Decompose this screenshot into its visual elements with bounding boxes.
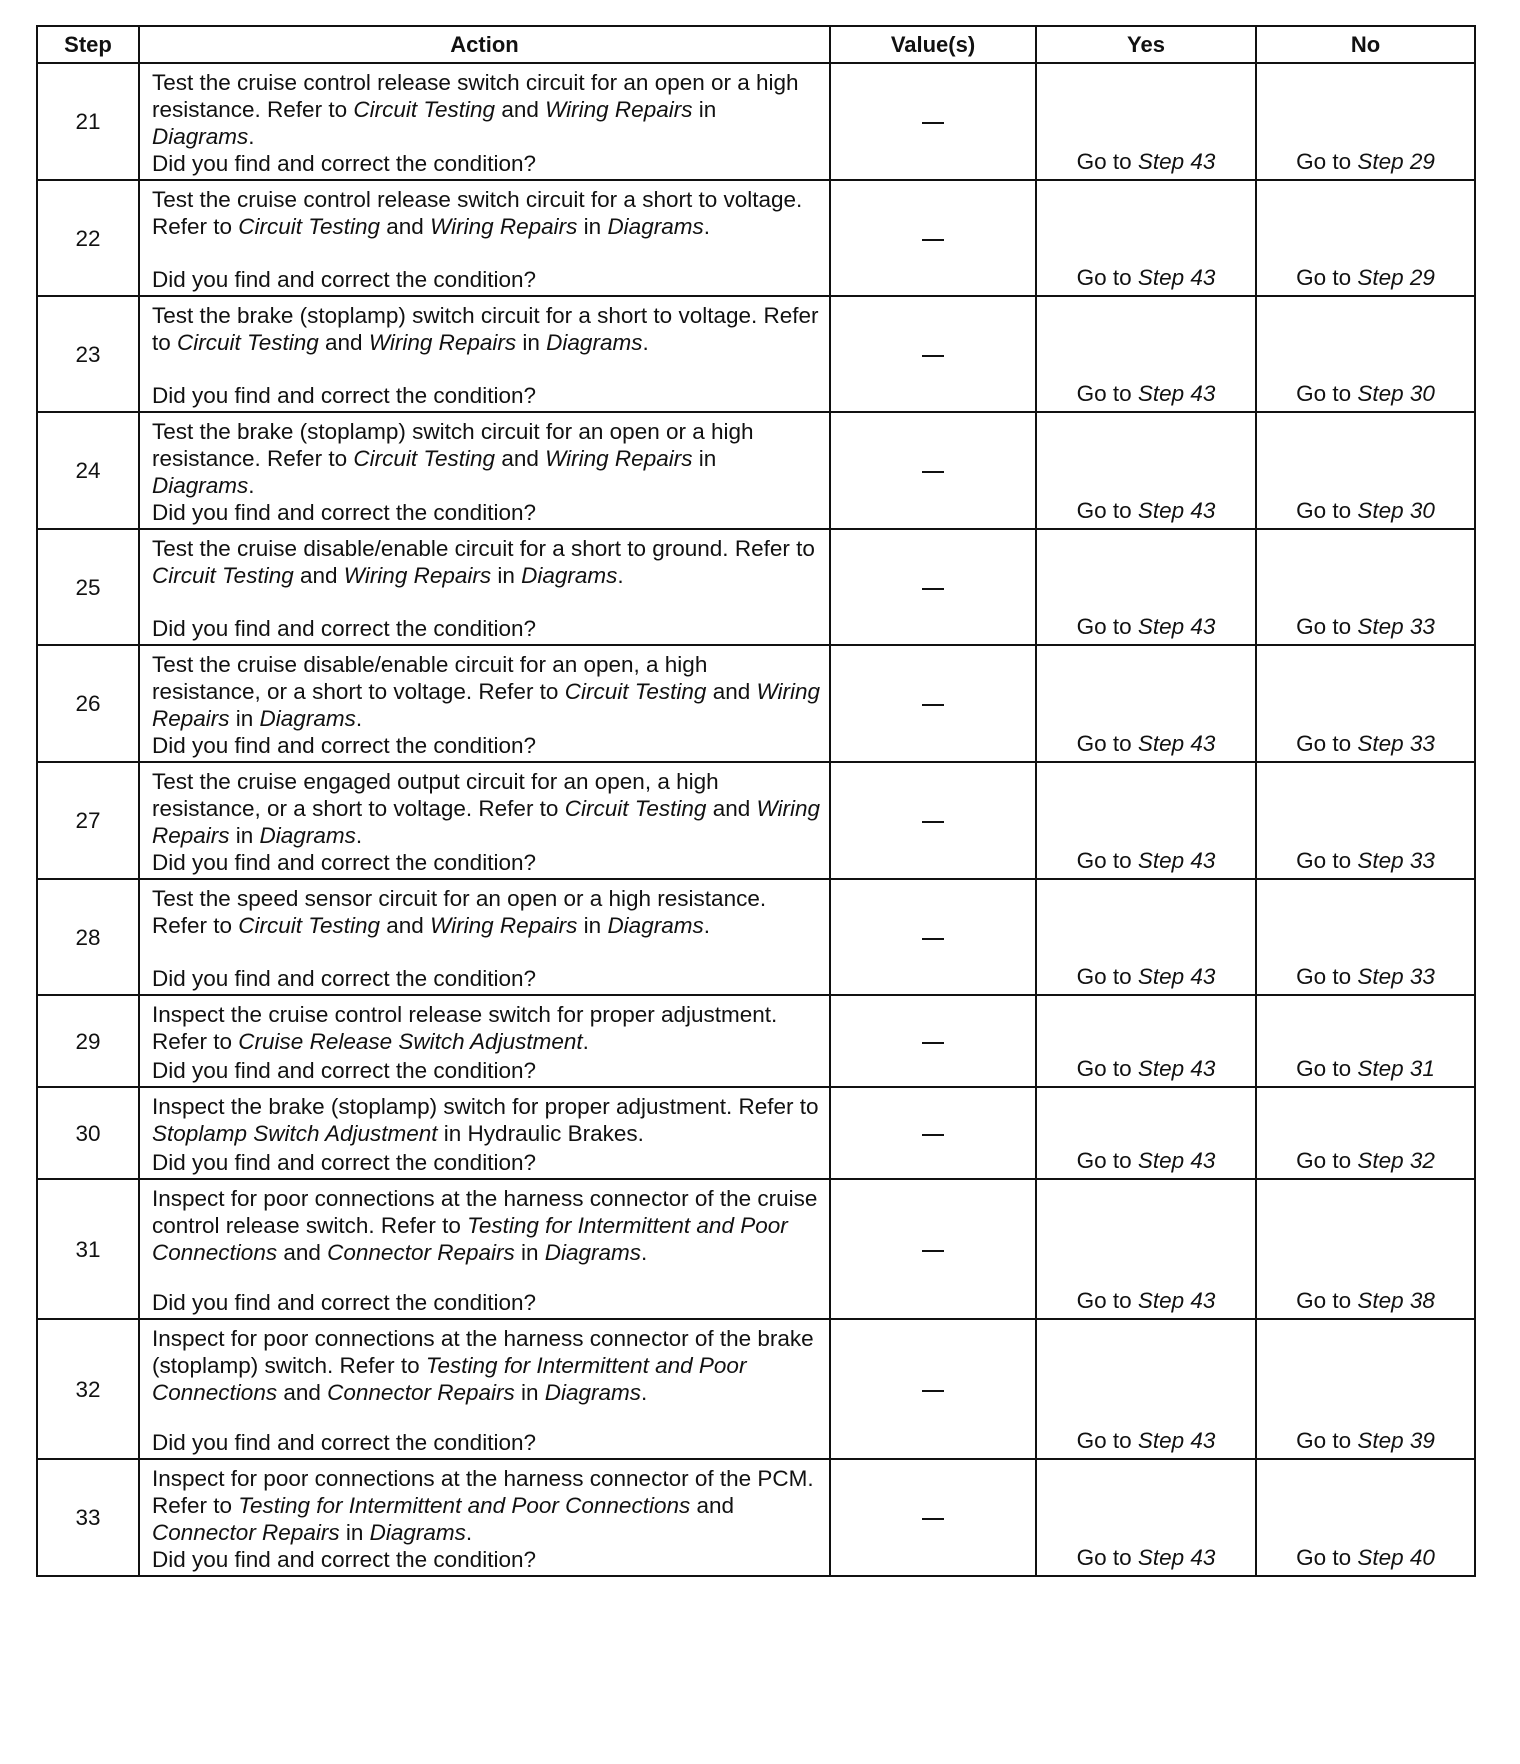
action-text: Inspect for poor connections at the harness connector of the brake (stoplamp) switch. Refer to (152, 1326, 814, 1378)
action-text: in (229, 823, 260, 848)
reference-link-text: Diagrams (607, 913, 704, 938)
table-row (37, 762, 1475, 879)
action-content (152, 1465, 821, 1573)
yes-goto-prefix: Go to (1076, 1288, 1138, 1313)
no-goto-step[interactable]: Step 40 (1357, 1545, 1435, 1570)
action-content (152, 1325, 821, 1456)
no-goto-step[interactable]: Step 33 (1357, 848, 1435, 873)
reference-link-text: Circuit Testing (353, 446, 496, 471)
reference-link-text: Circuit Testing (177, 330, 319, 355)
yes-goto-step[interactable]: Step 43 (1137, 498, 1216, 523)
action-content (152, 535, 821, 642)
yes-cell (1036, 1459, 1256, 1576)
action-text: and (318, 330, 369, 355)
action-text: . (641, 1240, 648, 1265)
action-text: Inspect for poor connections at the harness connector of the cruise control release switch. Refer to (152, 1186, 818, 1238)
table-row (37, 1459, 1475, 1576)
em-dash-glyph (922, 122, 944, 124)
yes-goto-step[interactable]: Step 43 (1137, 1545, 1216, 1570)
step-number: 28 (37, 879, 139, 995)
action-text: in (577, 913, 608, 938)
no-goto-step[interactable]: Step 30 (1357, 381, 1435, 406)
action-question: Did you find and correct the condition? (152, 616, 536, 641)
action-cell (139, 995, 830, 1087)
no-goto-prefix: Go to (1296, 381, 1358, 406)
table-row (37, 412, 1475, 529)
yes-cell (1036, 1087, 1256, 1179)
action-cell (139, 412, 830, 529)
no-cell (1256, 1319, 1475, 1459)
em-dash-glyph (922, 471, 944, 473)
step-number: 26 (37, 645, 139, 762)
reference-link-text: Diagrams (152, 473, 249, 498)
action-text: . (355, 823, 363, 848)
no-cell (1256, 879, 1475, 995)
em-dash-glyph (922, 1134, 944, 1136)
action-text: . (248, 473, 255, 498)
no-goto-prefix: Go to (1296, 1545, 1358, 1570)
action-cell (139, 1087, 830, 1179)
action-text: and (706, 796, 757, 821)
reference-link-text: Circuit Testing (564, 796, 707, 821)
action-question: Did you find and correct the condition? (152, 267, 536, 292)
no-goto-step[interactable]: Step 29 (1357, 149, 1435, 174)
action-content (152, 1001, 821, 1084)
action-text: Inspect the brake (stoplamp) switch for proper adjustment. Refer to (152, 1094, 819, 1119)
no-cell (1256, 1459, 1475, 1576)
action-content (152, 885, 821, 992)
action-description (152, 1185, 821, 1289)
header-action: Action (139, 26, 830, 63)
em-dash-glyph (922, 239, 944, 241)
table-row (37, 529, 1475, 645)
reference-link-text: Circuit Testing (238, 913, 381, 938)
no-goto-step[interactable]: Step 39 (1357, 1428, 1435, 1453)
value-cell (830, 296, 1036, 412)
header-no: No (1256, 26, 1475, 63)
action-cell (139, 1179, 830, 1319)
action-text: in (514, 1380, 545, 1405)
action-question: Did you find and correct the condition? (152, 1150, 536, 1175)
table-row (37, 879, 1475, 995)
yes-goto-prefix: Go to (1076, 1056, 1138, 1081)
yes-goto-step[interactable]: Step 43 (1137, 1428, 1216, 1453)
reference-link-text: Diagrams (521, 563, 618, 588)
value-cell (830, 529, 1036, 645)
no-goto-step[interactable]: Step 31 (1357, 1056, 1435, 1081)
table-row (37, 645, 1475, 762)
no-cell (1256, 296, 1475, 412)
reference-link-text: Diagrams (544, 1240, 642, 1265)
yes-goto-prefix: Go to (1076, 848, 1138, 873)
action-text: in (692, 446, 717, 471)
action-description (152, 418, 821, 499)
step-number: 29 (37, 995, 139, 1087)
no-cell (1256, 645, 1475, 762)
no-goto-step[interactable]: Step 38 (1357, 1288, 1435, 1313)
yes-cell (1036, 995, 1256, 1087)
action-text: Inspect the cruise control release switch for proper adjustment. Refer to (152, 1002, 778, 1054)
yes-goto-step[interactable]: Step 43 (1137, 964, 1216, 989)
yes-goto-step[interactable]: Step 43 (1137, 1148, 1216, 1173)
action-content (152, 1093, 821, 1176)
no-goto-step[interactable]: Step 30 (1357, 498, 1435, 523)
reference-link-text: Wiring Repairs (430, 214, 578, 239)
no-cell (1256, 180, 1475, 296)
action-text: and (495, 97, 546, 122)
reference-link-text: Connector Repairs (327, 1380, 515, 1405)
no-goto-prefix: Go to (1296, 731, 1358, 756)
reference-link-text: Connector Repairs (327, 1240, 515, 1265)
yes-goto-step[interactable]: Step 43 (1137, 265, 1216, 290)
action-text: Test the cruise disable/enable circuit for an open, a high resistance, or a short to voltage. Refer to (152, 652, 708, 704)
action-text: and (690, 1493, 735, 1518)
action-content (152, 768, 821, 876)
table-row (37, 1179, 1475, 1319)
em-dash-glyph (922, 704, 944, 706)
action-description (152, 1001, 821, 1057)
no-goto-prefix: Go to (1296, 149, 1358, 174)
action-text: and (380, 913, 431, 938)
reference-link-text: Diagrams (544, 1380, 642, 1405)
reference-link-text: Testing for Intermittent and Poor Connections (152, 1353, 747, 1405)
action-cell (139, 1459, 830, 1576)
no-goto-prefix: Go to (1296, 265, 1358, 290)
header-values: Value(s) (830, 26, 1036, 63)
no-goto-step[interactable]: Step 33 (1357, 731, 1435, 756)
no-goto-prefix: Go to (1296, 614, 1358, 639)
action-cell (139, 879, 830, 995)
action-text: and (495, 446, 546, 471)
no-goto-step[interactable]: Step 33 (1357, 614, 1435, 639)
step-number: 27 (37, 762, 139, 879)
action-description (152, 885, 821, 965)
table-row (37, 995, 1475, 1087)
table-row (37, 1087, 1475, 1179)
step-number: 25 (37, 529, 139, 645)
action-text: . (642, 330, 649, 355)
table-header-row (37, 26, 1475, 63)
yes-goto-step[interactable]: Step 43 (1137, 731, 1216, 756)
diagnostic-table (36, 25, 1476, 1577)
action-cell (139, 63, 830, 180)
action-question: Did you find and correct the condition? (152, 500, 536, 525)
action-text: Test the brake (stoplamp) switch circuit for a short to voltage. Refer to (152, 303, 819, 355)
reference-link-text: Diagrams (546, 330, 643, 355)
action-text: . (703, 913, 710, 938)
yes-goto-prefix: Go to (1076, 964, 1138, 989)
reference-link-text: Wiring Repairs (545, 446, 693, 471)
action-cell (139, 762, 830, 879)
action-description (152, 1325, 821, 1429)
action-question: Did you find and correct the condition? (152, 850, 536, 875)
action-text: . (355, 706, 363, 731)
header-yes: Yes (1036, 26, 1256, 63)
reference-link-text: Diagrams (607, 214, 704, 239)
action-cell (139, 529, 830, 645)
action-question: Did you find and correct the condition? (152, 1430, 536, 1455)
no-cell (1256, 63, 1475, 180)
yes-goto-prefix: Go to (1076, 1148, 1138, 1173)
action-text: . (248, 124, 255, 149)
yes-goto-step[interactable]: Step 43 (1137, 381, 1216, 406)
action-question: Did you find and correct the condition? (152, 733, 536, 758)
action-cell (139, 296, 830, 412)
yes-cell (1036, 1319, 1256, 1459)
yes-goto-prefix: Go to (1076, 1428, 1138, 1453)
yes-goto-prefix: Go to (1076, 149, 1138, 174)
action-content (152, 1185, 821, 1316)
step-number: 24 (37, 412, 139, 529)
em-dash-glyph (922, 1390, 944, 1392)
value-cell (830, 995, 1036, 1087)
action-text: . (465, 1520, 473, 1545)
action-text: Test the cruise disable/enable circuit for a short to ground. Refer to (152, 536, 815, 561)
action-text: and (706, 679, 757, 704)
step-number: 21 (37, 63, 139, 180)
action-cell (139, 645, 830, 762)
em-dash-glyph (922, 938, 944, 940)
table-row (37, 63, 1475, 180)
action-description (152, 1465, 821, 1546)
action-content (152, 651, 821, 759)
action-text: in (516, 330, 547, 355)
value-cell (830, 1087, 1036, 1179)
step-number: 31 (37, 1179, 139, 1319)
action-text: Test the speed sensor circuit for an open or a high resistance. Refer to (152, 886, 767, 938)
reference-link-text: Wiring Repairs (152, 679, 821, 731)
reference-link-text: Diagrams (259, 706, 356, 731)
action-description (152, 302, 821, 382)
yes-goto-step[interactable]: Step 43 (1137, 149, 1216, 174)
table-row (37, 296, 1475, 412)
table-body (37, 63, 1475, 1576)
action-question: Did you find and correct the condition? (152, 151, 536, 176)
no-cell (1256, 762, 1475, 879)
action-question: Did you find and correct the condition? (152, 1290, 536, 1315)
action-description (152, 69, 821, 150)
action-text: and (277, 1380, 328, 1405)
reference-link-text: Wiring Repairs (152, 796, 821, 848)
yes-goto-step[interactable]: Step 43 (1137, 1056, 1216, 1081)
no-goto-prefix: Go to (1296, 498, 1358, 523)
action-content (152, 302, 821, 409)
em-dash-glyph (922, 1518, 944, 1520)
no-cell (1256, 995, 1475, 1087)
reference-link-text: Diagrams (369, 1520, 466, 1545)
no-goto-step[interactable]: Step 33 (1357, 964, 1435, 989)
action-text: . (617, 563, 624, 588)
action-question: Did you find and correct the condition? (152, 1058, 536, 1083)
yes-cell (1036, 762, 1256, 879)
value-cell (830, 1179, 1036, 1319)
value-cell (830, 762, 1036, 879)
reference-link-text: Testing for Intermittent and Poor Connections (238, 1493, 691, 1518)
value-cell (830, 645, 1036, 762)
action-description (152, 651, 821, 732)
action-text: . (582, 1029, 589, 1054)
reference-link-text: Connector Repairs (152, 1520, 340, 1545)
reference-link-text: Wiring Repairs (343, 563, 492, 588)
action-text: Test the cruise control release switch circuit for a short to voltage. Refer to (152, 187, 803, 239)
yes-goto-prefix: Go to (1076, 731, 1138, 756)
no-goto-step[interactable]: Step 29 (1357, 265, 1435, 290)
yes-goto-prefix: Go to (1076, 614, 1138, 639)
yes-goto-prefix: Go to (1076, 381, 1138, 406)
yes-cell (1036, 296, 1256, 412)
action-text: Inspect for poor connections at the harness connector of the PCM. Refer to (152, 1466, 814, 1518)
step-number: 22 (37, 180, 139, 296)
action-text: in (577, 214, 608, 239)
action-description (152, 1093, 821, 1149)
step-number: 23 (37, 296, 139, 412)
yes-goto-step[interactable]: Step 43 (1137, 614, 1216, 639)
reference-link-text: Wiring Repairs (368, 330, 517, 355)
em-dash-glyph (922, 1250, 944, 1252)
action-text: Test the brake (stoplamp) switch circuit for an open or a high resistance. Refer to (152, 419, 754, 471)
no-cell (1256, 1087, 1475, 1179)
yes-cell (1036, 529, 1256, 645)
table-row (37, 180, 1475, 296)
no-cell (1256, 412, 1475, 529)
yes-goto-step[interactable]: Step 43 (1137, 1288, 1216, 1313)
action-text: and (277, 1240, 328, 1265)
action-text: in (692, 97, 717, 122)
header-step: Step (37, 26, 139, 63)
yes-cell (1036, 879, 1256, 995)
action-text: in Hydraulic Brakes. (437, 1121, 644, 1146)
value-cell (830, 63, 1036, 180)
action-text: in (339, 1520, 370, 1545)
action-text: Test the cruise control release switch circuit for an open or a high resistance. Refer to (152, 70, 799, 122)
action-text: in (491, 563, 522, 588)
reference-link-text: Diagrams (152, 124, 249, 149)
action-text: and (380, 214, 431, 239)
reference-link-text: Wiring Repairs (545, 97, 693, 122)
no-goto-prefix: Go to (1296, 964, 1358, 989)
value-cell (830, 412, 1036, 529)
value-cell (830, 1319, 1036, 1459)
action-description (152, 535, 821, 615)
action-cell (139, 1319, 830, 1459)
em-dash-glyph (922, 1042, 944, 1044)
action-text: and (293, 563, 344, 588)
yes-cell (1036, 1179, 1256, 1319)
action-question: Did you find and correct the condition? (152, 383, 536, 408)
no-cell (1256, 1179, 1475, 1319)
action-description (152, 186, 821, 266)
reference-link-text: Cruise Release Switch Adjustment (238, 1029, 583, 1054)
step-number: 33 (37, 1459, 139, 1576)
em-dash-glyph (922, 355, 944, 357)
no-cell (1256, 529, 1475, 645)
action-content (152, 186, 821, 293)
reference-link-text: Circuit Testing (152, 563, 294, 588)
action-text: in (514, 1240, 545, 1265)
yes-cell (1036, 412, 1256, 529)
reference-link-text: Stoplamp Switch Adjustment (152, 1121, 438, 1146)
no-goto-prefix: Go to (1296, 1288, 1358, 1313)
no-goto-prefix: Go to (1296, 1056, 1358, 1081)
yes-cell (1036, 180, 1256, 296)
reference-link-text: Diagrams (259, 823, 356, 848)
reference-link-text: Circuit Testing (238, 214, 381, 239)
no-goto-prefix: Go to (1296, 848, 1358, 873)
action-text: in (229, 706, 260, 731)
step-number: 32 (37, 1319, 139, 1459)
action-text: . (703, 214, 710, 239)
action-text: . (641, 1380, 648, 1405)
reference-link-text: Testing for Intermittent and Poor Connections (152, 1213, 788, 1265)
yes-cell (1036, 63, 1256, 180)
reference-link-text: Circuit Testing (564, 679, 707, 704)
no-goto-prefix: Go to (1296, 1148, 1358, 1173)
table-row (37, 1319, 1475, 1459)
value-cell (830, 180, 1036, 296)
value-cell (830, 1459, 1036, 1576)
action-description (152, 768, 821, 849)
step-number: 30 (37, 1087, 139, 1179)
em-dash-glyph (922, 588, 944, 590)
yes-goto-prefix: Go to (1076, 265, 1138, 290)
em-dash-glyph (922, 821, 944, 823)
yes-cell (1036, 645, 1256, 762)
action-cell (139, 180, 830, 296)
reference-link-text: Circuit Testing (353, 97, 496, 122)
yes-goto-prefix: Go to (1076, 1545, 1138, 1570)
action-question: Did you find and correct the condition? (152, 966, 536, 991)
no-goto-step[interactable]: Step 32 (1357, 1148, 1435, 1173)
action-question: Did you find and correct the condition? (152, 1547, 536, 1572)
yes-goto-prefix: Go to (1076, 498, 1138, 523)
yes-goto-step[interactable]: Step 43 (1137, 848, 1216, 873)
action-content (152, 418, 821, 526)
action-text: Test the cruise engaged output circuit for an open, a high resistance, or a short to voltage. Refer to (152, 769, 719, 821)
reference-link-text: Wiring Repairs (430, 913, 578, 938)
no-goto-prefix: Go to (1296, 1428, 1358, 1453)
value-cell (830, 879, 1036, 995)
action-content (152, 69, 821, 177)
diagnostic-document (36, 25, 1476, 1577)
